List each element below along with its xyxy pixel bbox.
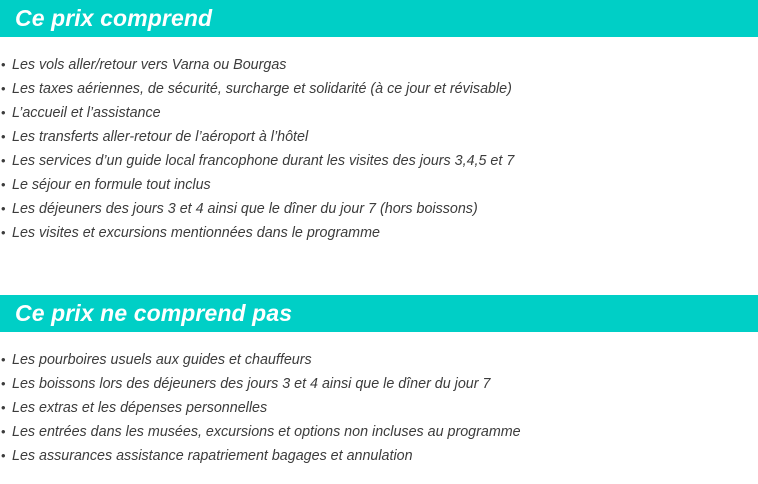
bullet-icon: • [1,201,6,216]
list-item [0,125,758,149]
list-item-text: Les boissons lors des déjeuners des jours 3 et 4 ainsi que le dîner du jour 7 [12,376,491,392]
list-item [0,420,758,444]
list-item-text: Les taxes aériennes, de sécurité, surcharge et solidarité (à ce jour et révisable) [12,81,512,97]
list-item-text: Les pourboires usuels aux guides et chauffeurs [12,352,312,368]
list-item-text: Les services d’un guide local francophone durant les visites des jours 3,4,5 et 7 [12,153,515,169]
bullet-icon: • [1,57,6,72]
bullet-icon: • [1,225,6,240]
includes-header [0,0,758,37]
list-item-text: Les extras et les dépenses personnelles [12,400,268,416]
list-item-text: Les visites et excursions mentionnées dans le programme [12,225,380,241]
list-item [0,101,758,125]
list-item [0,53,758,77]
list-item [0,173,758,197]
list-item-text: Les déjeuners des jours 3 et 4 ainsi que le dîner du jour 7 (hors boissons) [12,201,478,217]
list-item-text: L’accueil et l’assistance [12,105,161,121]
bullet-icon: • [1,376,6,391]
excludes-title: Ce prix ne comprend pas [15,300,293,326]
bullet-icon: • [1,129,6,144]
list-item-text: Les entrées dans les musées, excursions et options non incluses au programme [12,424,521,440]
list-item-text: Les transferts aller-retour de l’aéroport à l’hôtel [12,129,309,145]
list-item-text: Les assurances assistance rapatriement bagages et annulation [12,448,413,464]
bullet-icon: • [1,81,6,96]
bullet-icon: • [1,424,6,439]
list-item [0,396,758,420]
list-item [0,197,758,221]
list-item [0,444,758,468]
list-item [0,348,758,372]
includes-list [0,53,758,245]
list-item [0,372,758,396]
list-item-text: Les vols aller/retour vers Varna ou Bourgas [12,57,287,73]
bullet-icon: • [1,352,6,367]
list-item [0,221,758,245]
list-item [0,77,758,101]
bullet-icon: • [1,177,6,192]
bullet-icon: • [1,448,6,463]
excludes-header [0,295,758,332]
includes-title: Ce prix comprend [15,5,213,31]
bullet-icon: • [1,105,6,120]
list-item-text: Le séjour en formule tout inclus [12,177,211,193]
list-item [0,149,758,173]
bullet-icon: • [1,400,6,415]
excludes-list [0,348,758,468]
bullet-icon: • [1,153,6,168]
